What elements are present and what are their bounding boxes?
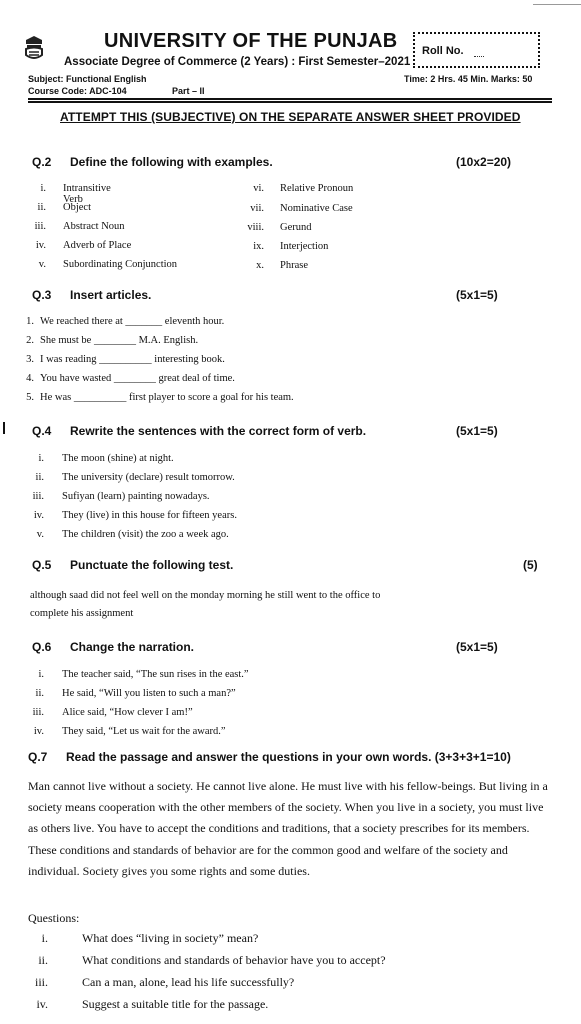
q2-heading	[32, 155, 273, 169]
q5-text-line2: complete his assignment	[30, 608, 134, 619]
university-crest-icon	[22, 34, 46, 62]
part-label: Part – II	[172, 86, 205, 96]
q6-title: Change the narration.	[70, 640, 195, 654]
q4-list: i. The moon (shine) at night. ii. The university (declare) result tomorrow. iii. Sufiyan (learn) painting nowadays. iv. They (live) in this house for fifteen years. v. The children (visit) the zoo a week ago.	[32, 453, 237, 540]
q4-title: Rewrite the sentences with the correct form of verb.	[70, 424, 367, 438]
university-title: UNIVERSITY OF THE PUNJAB	[104, 30, 398, 52]
q7-passage: Man cannot live without a society. He cannot live alone. He must live with his fellow-beings. But living in a society means cooperation with the other members of the society. When you live in a society, you must live as others live. You have to accept the conditions and traditions, that a society prescribes for its members. These conditions and standards of behavior are for the common good and welfare of the society and individual. Society gives you some rights and some duties.	[28, 779, 548, 878]
q7-title: Read the passage and answer the questions in your own words. (3+3+3+1=10)	[66, 750, 511, 764]
q5-number: Q.5	[32, 558, 52, 572]
q3-title: Insert articles.	[70, 288, 152, 302]
q6-number: Q.6	[32, 640, 52, 654]
q6-list: i. The teacher said, “The sun rises in the east.” ii. He said, “Will you listen to such a man?” iii. Alice said, “How clever I am!” iv. They said, “Let us wait for the award.”	[32, 669, 249, 737]
q2-title: Define the following with examples.	[70, 155, 273, 169]
q2-marks: (10x2=20)	[456, 155, 512, 169]
degree-semester: Associate Degree of Commerce (2 Years) : First Semester–2021	[64, 56, 411, 68]
time-marks: Time: 2 Hrs. 45 Min. Marks: 50	[404, 74, 533, 84]
margin-mark	[3, 422, 5, 434]
q2-right-list: vi. Relative Pronoun vii. Nominative Case viii. Gerund ix. Interjection x. Phrase	[247, 183, 354, 271]
q4-heading	[32, 424, 366, 438]
q7-heading	[28, 750, 511, 764]
page-corner-line	[533, 4, 581, 5]
q4-marks: (5x1=5)	[456, 424, 498, 438]
q5-title: Punctuate the following test.	[70, 558, 234, 572]
header-rule-bottom	[28, 101, 552, 103]
q6-marks: (5x1=5)	[456, 640, 498, 654]
instruction-heading: ATTEMPT THIS (SUBJECTIVE) ON THE SEPARATE ANSWER SHEET PROVIDED	[60, 110, 521, 124]
q5-text-line1: although saad did not feel well on the monday morning he still went to the office to	[30, 590, 381, 601]
subject-line: Subject: Functional English	[28, 74, 147, 84]
roll-dots	[474, 56, 484, 57]
q3-heading	[32, 288, 151, 302]
q3-list: 1. We reached there at _______ eleventh hour. 2. She must be ________ M.A. English. 3. I was reading __________ interesting book. 4. You have wasted ________ great deal of time. 5. He was __________ first player to score a goal for his team.	[26, 316, 294, 403]
q2-number: Q.2	[32, 155, 52, 169]
q6-heading	[32, 640, 194, 654]
q5-heading	[32, 558, 233, 572]
q3-marks: (5x1=5)	[456, 288, 498, 302]
course-code: Course Code: ADC-104	[28, 86, 127, 96]
q4-number: Q.4	[32, 424, 52, 438]
q2-left-list: i. Intransitive Verb ii. Object iii. Abstract Noun iv. Adverb of Place v. Subordinating Conjunction	[34, 183, 178, 270]
q5-marks: (5)	[523, 558, 538, 572]
q3-number: Q.3	[32, 288, 52, 302]
q7-number: Q.7	[28, 750, 48, 764]
header-rule-top	[28, 98, 552, 100]
q7-question-list: i. What does “living in society” mean? ii. What conditions and standards of behavior have you to accept? iii. Can a man, alone, lead his life successfully? iv. Suggest a suitable title for the passage.	[34, 931, 386, 1011]
roll-number-label: Roll No.	[422, 45, 464, 57]
q7-questions-label: Questions:	[28, 911, 80, 925]
